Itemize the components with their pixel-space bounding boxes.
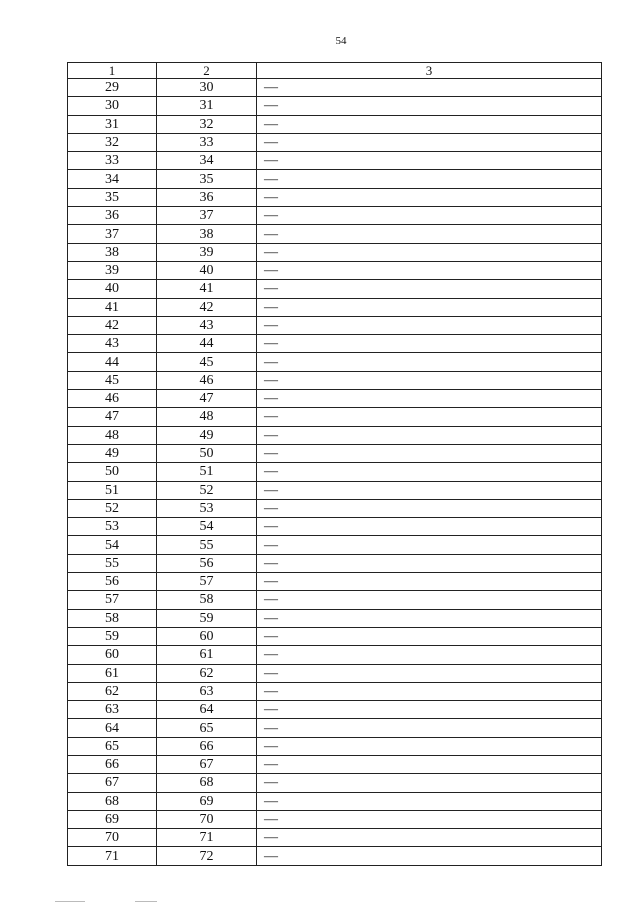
cell-col-3 (257, 207, 602, 225)
dash-mark: — (264, 702, 278, 718)
cell-col-2: 45 (157, 353, 257, 371)
cell-col-3 (257, 810, 602, 828)
cell-col-2: 60 (157, 627, 257, 645)
dash-mark: — (264, 574, 278, 590)
cell-col-3 (257, 609, 602, 627)
cell-col-2: 63 (157, 682, 257, 700)
table-row (68, 609, 602, 627)
table-row (68, 152, 602, 170)
dash-mark: — (264, 793, 278, 809)
dash-mark: — (264, 244, 278, 260)
table-row (68, 536, 602, 554)
table-row (68, 261, 602, 279)
cell-col-3 (257, 499, 602, 517)
dash-mark: — (264, 738, 278, 754)
cell-col-2: 30 (157, 79, 257, 97)
cell-col-1: 59 (68, 627, 157, 645)
table-header-row (68, 63, 602, 79)
table-row (68, 371, 602, 389)
cell-col-3 (257, 408, 602, 426)
table-row (68, 97, 602, 115)
cell-col-1: 37 (68, 225, 157, 243)
cell-col-3 (257, 79, 602, 97)
cell-col-1: 31 (68, 115, 157, 133)
cell-col-1: 30 (68, 97, 157, 115)
table-row (68, 390, 602, 408)
cell-col-2: 38 (157, 225, 257, 243)
table-row (68, 133, 602, 151)
cell-col-1: 54 (68, 536, 157, 554)
table-row (68, 280, 602, 298)
cell-col-2: 62 (157, 664, 257, 682)
table-row (68, 810, 602, 828)
cell-col-1: 42 (68, 316, 157, 334)
cell-col-3 (257, 316, 602, 334)
cell-col-1: 32 (68, 133, 157, 151)
table-row (68, 243, 602, 261)
cell-col-2: 66 (157, 737, 257, 755)
cell-col-1: 49 (68, 444, 157, 462)
cell-col-1: 65 (68, 737, 157, 755)
cell-col-3 (257, 335, 602, 353)
cell-col-2: 68 (157, 774, 257, 792)
dash-mark: — (264, 171, 278, 187)
cell-col-3 (257, 755, 602, 773)
cell-col-3 (257, 225, 602, 243)
column-header-3: 3 (257, 63, 602, 79)
cell-col-1: 51 (68, 481, 157, 499)
column-header-2: 2 (157, 63, 257, 79)
cell-col-2: 58 (157, 591, 257, 609)
dash-mark: — (264, 354, 278, 370)
table-row (68, 829, 602, 847)
cell-col-3 (257, 591, 602, 609)
cell-col-1: 57 (68, 591, 157, 609)
dash-mark: — (264, 830, 278, 846)
dash-mark: — (264, 153, 278, 169)
cell-col-2: 34 (157, 152, 257, 170)
dash-mark: — (264, 299, 278, 315)
cell-col-2: 33 (157, 133, 257, 151)
table-row (68, 847, 602, 865)
dash-mark: — (264, 775, 278, 791)
cell-col-3 (257, 664, 602, 682)
cell-col-3 (257, 518, 602, 536)
cell-col-2: 31 (157, 97, 257, 115)
table-row (68, 792, 602, 810)
cell-col-1: 56 (68, 573, 157, 591)
cell-col-2: 67 (157, 755, 257, 773)
cell-col-3 (257, 573, 602, 591)
table-row (68, 701, 602, 719)
cell-col-2: 35 (157, 170, 257, 188)
cell-col-3 (257, 444, 602, 462)
cell-col-2: 41 (157, 280, 257, 298)
cell-col-1: 67 (68, 774, 157, 792)
cell-col-2: 47 (157, 390, 257, 408)
dash-mark: — (264, 409, 278, 425)
dash-mark: — (264, 281, 278, 297)
cell-col-2: 56 (157, 554, 257, 572)
dash-mark: — (264, 683, 278, 699)
cell-col-3 (257, 371, 602, 389)
cell-col-3 (257, 188, 602, 206)
dash-mark: — (264, 226, 278, 242)
cell-col-1: 50 (68, 463, 157, 481)
cell-col-3 (257, 133, 602, 151)
cell-col-1: 41 (68, 298, 157, 316)
cell-col-2: 36 (157, 188, 257, 206)
cell-col-3 (257, 152, 602, 170)
cell-col-1: 39 (68, 261, 157, 279)
cell-col-2: 48 (157, 408, 257, 426)
cell-col-1: 68 (68, 792, 157, 810)
dash-mark: — (264, 720, 278, 736)
dash-mark: — (264, 391, 278, 407)
cell-col-3 (257, 298, 602, 316)
dash-mark: — (264, 372, 278, 388)
table-body (68, 79, 602, 866)
cell-col-1: 44 (68, 353, 157, 371)
table-row (68, 207, 602, 225)
cell-col-2: 55 (157, 536, 257, 554)
table-row (68, 518, 602, 536)
cell-col-3 (257, 792, 602, 810)
cell-col-2: 65 (157, 719, 257, 737)
table-row (68, 298, 602, 316)
table-row (68, 646, 602, 664)
table-row (68, 115, 602, 133)
table-row (68, 499, 602, 517)
cell-col-1: 38 (68, 243, 157, 261)
cell-col-3 (257, 97, 602, 115)
dash-mark: — (264, 647, 278, 663)
table-row (68, 682, 602, 700)
cell-col-2: 50 (157, 444, 257, 462)
dash-mark: — (264, 135, 278, 151)
dash-mark: — (264, 555, 278, 571)
cell-col-1: 36 (68, 207, 157, 225)
dash-mark: — (264, 446, 278, 462)
dash-mark: — (264, 812, 278, 828)
cell-col-3 (257, 280, 602, 298)
cell-col-1: 48 (68, 426, 157, 444)
table-row (68, 554, 602, 572)
dash-mark: — (264, 318, 278, 333)
table-row (68, 408, 602, 426)
cell-col-2: 69 (157, 792, 257, 810)
cell-col-1: 34 (68, 170, 157, 188)
dash-mark: — (264, 665, 278, 681)
cell-col-1: 45 (68, 371, 157, 389)
table-row (68, 664, 602, 682)
cell-col-1: 40 (68, 280, 157, 298)
cell-col-2: 70 (157, 810, 257, 828)
page-number: 54 (335, 35, 347, 47)
cell-col-3 (257, 847, 602, 865)
cell-col-2: 32 (157, 115, 257, 133)
cell-col-2: 52 (157, 481, 257, 499)
cell-col-3 (257, 719, 602, 737)
cell-col-3 (257, 701, 602, 719)
cell-col-2: 40 (157, 261, 257, 279)
cell-col-3 (257, 170, 602, 188)
cell-col-2: 43 (157, 316, 257, 334)
dash-mark: — (264, 189, 278, 205)
cell-col-2: 61 (157, 646, 257, 664)
dash-mark: — (264, 464, 278, 480)
cell-col-1: 63 (68, 701, 157, 719)
dash-mark: — (264, 537, 278, 553)
cell-col-2: 51 (157, 463, 257, 481)
cell-col-2: 54 (157, 518, 257, 536)
cell-col-2: 59 (157, 609, 257, 627)
cell-col-2: 46 (157, 371, 257, 389)
cell-col-1: 35 (68, 188, 157, 206)
table-row (68, 316, 602, 334)
cell-col-1: 33 (68, 152, 157, 170)
table-row (68, 591, 602, 609)
cell-col-3 (257, 829, 602, 847)
table-row (68, 737, 602, 755)
table-row (68, 335, 602, 353)
cell-col-1: 55 (68, 554, 157, 572)
cell-col-1: 71 (68, 847, 157, 865)
cell-col-3 (257, 554, 602, 572)
table-row (68, 774, 602, 792)
table-row (68, 225, 602, 243)
column-header-1: 1 (68, 63, 157, 79)
dash-mark: — (264, 629, 278, 645)
table-row (68, 170, 602, 188)
dash-mark: — (264, 757, 278, 773)
cell-col-3 (257, 481, 602, 499)
cell-col-1: 29 (68, 79, 157, 97)
table-row (68, 719, 602, 737)
cell-col-2: 57 (157, 573, 257, 591)
table-row (68, 627, 602, 645)
dash-mark: — (264, 263, 278, 279)
cell-col-1: 70 (68, 829, 157, 847)
dash-mark: — (264, 519, 278, 535)
cell-col-1: 60 (68, 646, 157, 664)
cell-col-3 (257, 261, 602, 279)
dash-mark: — (264, 427, 278, 443)
cell-col-1: 47 (68, 408, 157, 426)
cell-col-1: 66 (68, 755, 157, 773)
cell-col-2: 72 (157, 847, 257, 865)
dash-mark: — (264, 80, 278, 96)
cell-col-2: 39 (157, 243, 257, 261)
cell-col-3 (257, 737, 602, 755)
cell-col-1: 64 (68, 719, 157, 737)
table-row (68, 188, 602, 206)
cell-col-2: 44 (157, 335, 257, 353)
cell-col-3 (257, 353, 602, 371)
cell-col-1: 53 (68, 518, 157, 536)
cell-col-2: 53 (157, 499, 257, 517)
dash-mark: — (264, 208, 278, 224)
dash-mark: — (264, 336, 278, 352)
dash-mark: — (264, 592, 278, 608)
dash-mark: — (264, 98, 278, 114)
table-row (68, 755, 602, 773)
cell-col-3 (257, 115, 602, 133)
cell-col-2: 49 (157, 426, 257, 444)
cell-col-3 (257, 243, 602, 261)
cell-col-1: 61 (68, 664, 157, 682)
data-table (67, 62, 602, 866)
cell-col-3 (257, 682, 602, 700)
cell-col-3 (257, 463, 602, 481)
dash-mark: — (264, 482, 278, 498)
table-row (68, 573, 602, 591)
cell-col-2: 64 (157, 701, 257, 719)
cell-col-2: 37 (157, 207, 257, 225)
cell-col-3 (257, 426, 602, 444)
cell-col-3 (257, 627, 602, 645)
table-row (68, 481, 602, 499)
cell-col-1: 69 (68, 810, 157, 828)
cell-col-1: 52 (68, 499, 157, 517)
dash-mark: — (264, 500, 278, 516)
cell-col-2: 42 (157, 298, 257, 316)
cell-col-3 (257, 646, 602, 664)
cell-col-1: 62 (68, 682, 157, 700)
cell-col-1: 43 (68, 335, 157, 353)
cell-col-3 (257, 390, 602, 408)
table-row (68, 79, 602, 97)
dash-mark: — (264, 116, 278, 132)
cell-col-3 (257, 774, 602, 792)
cell-col-2: 71 (157, 829, 257, 847)
table-row (68, 463, 602, 481)
cell-col-1: 58 (68, 609, 157, 627)
cell-col-1: 46 (68, 390, 157, 408)
table-row (68, 353, 602, 371)
cell-col-3 (257, 536, 602, 554)
dash-mark: — (264, 610, 278, 626)
dash-mark: — (264, 848, 278, 864)
table-row (68, 444, 602, 462)
table-row (68, 426, 602, 444)
